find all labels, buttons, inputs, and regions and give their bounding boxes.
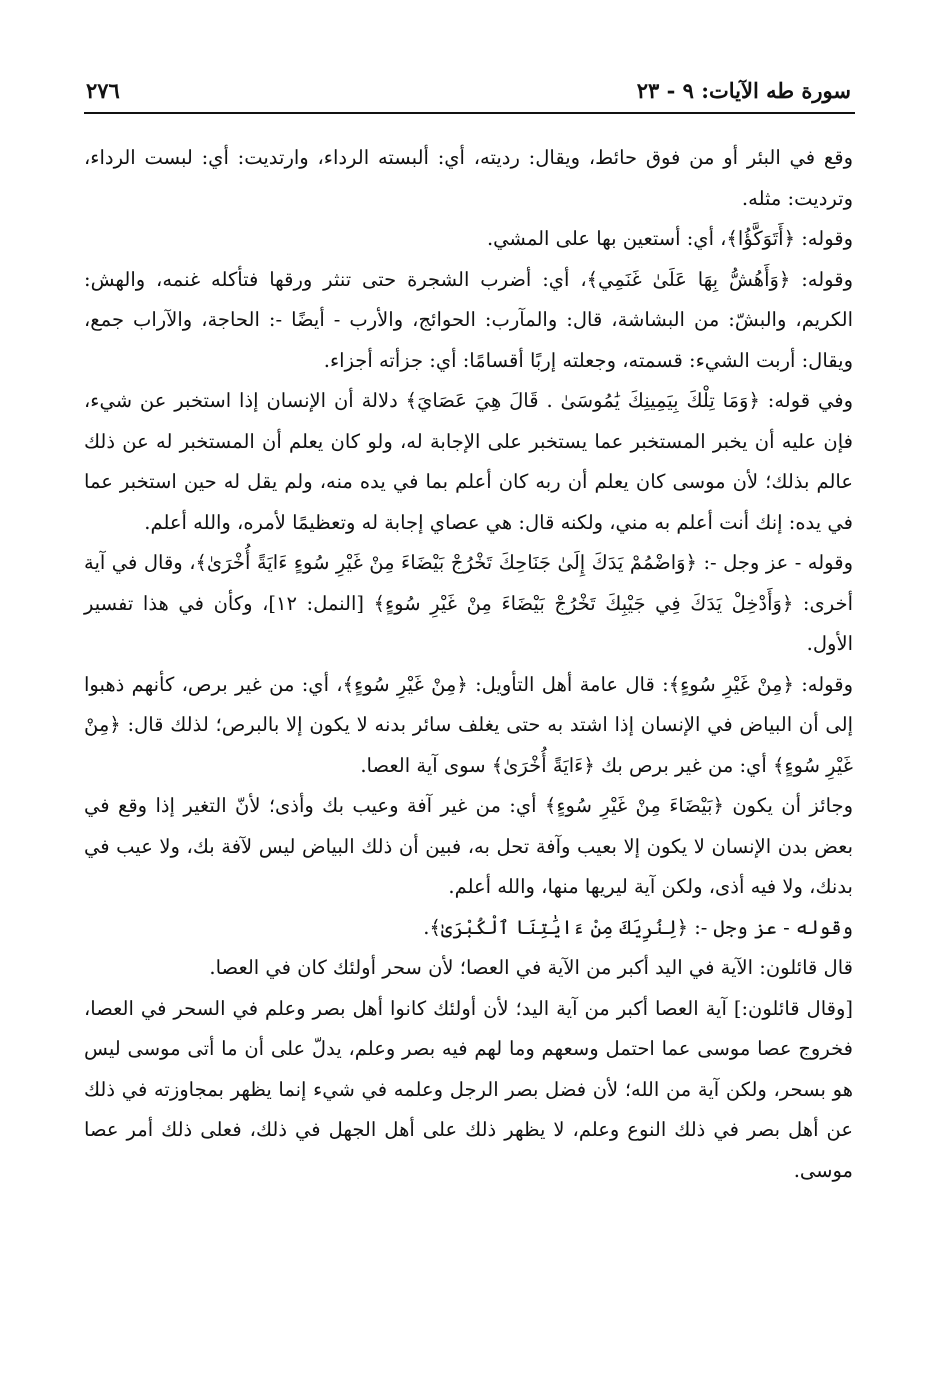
paragraph: قال قائلون: الآية في اليد أكبر من الآية في العصا؛ لأن سحر أولئك كان في العصا. [209,956,853,979]
paragraph: وجائز أن يكون ﴿بَيْضَاءَ مِنْ غَيْرِ سُوءٍ﴾ أي: من غير آفة وعيب بك وأذى؛ لأنّ التغير إذا وقع في بعض بدن الإنسان لا يكون إلا بعيب وآفة تحل به، فبين أن ذلك البياض ليس لآفة بك، ولا عيب في بدنك، ولا فيه أذى، ولكن آية ليريها منها، والله أعلم. [84,794,853,898]
paragraph: وقوله - عز وجل -: ﴿لِنُرِيَكَ مِنْ ءَايَٰتِنَا ٱلْكُبْرَىٰ﴾. [423,915,853,939]
paragraph: وقوله - عز وجل -: ﴿وَاضْمُمْ يَدَكَ إِلَىٰ جَنَاحِكَ تَخْرُجْ بَيْضَاءَ مِنْ غَيْرِ سُوءٍ ءَايَةً أُخْرَىٰ﴾، وقال في آية أخرى: ﴿وَأَدْخِلْ يَدَكَ فِي جَيْبِكَ تَخْرُجْ بَيْضَاءَ مِنْ غَيْرِ سُوءٍ﴾ [النمل: ١٢]، وكأن في هذا تفسير الأول. [84,551,854,655]
header-divider [84,112,855,114]
paragraph: وفي قوله: ﴿وَمَا تِلْكَ بِيَمِينِكَ يَٰمُوسَىٰ . قَالَ هِيَ عَصَايَ﴾ دلالة أن الإنسان إذا استخبر عن شيء، فإن عليه أن يخبر المستخبر عما يستخبر على الإجابة له، ولو كان يعلم أن المستخبر له عن ذلك عالم بذلك؛ لأن موسى كان يعلم أن ربه كان أعلم بما في يده منه، ولم يقل له حين استخبر عما في يده: إنك أنت أعلم به مني، ولكنه قال: هي عصاي إجابة له وتعظيمًا لأمره، والله أعلم. [84,389,853,534]
paragraph: وقوله: ﴿مِنْ غَيْرِ سُوءٍ﴾: قال عامة أهل التأويل: ﴿مِنْ غَيْرِ سُوءٍ﴾، أي: من غير برص، كأنهم ذهبوا إلى أن البياض في الإنسان إذا اشتد به حتى يغلف سائر بدنه لا يكون إلا بالبرص؛ لذلك قال: ﴿مِنْ غَيْرِ سُوءٍ﴾ أي: من غير برص بك ﴿ءَايَةً أُخْرَىٰ﴾ سوى آية العصا. [84,672,853,777]
paragraph: وقع في البئر أو من فوق حائط، ويقال: رديته، أي: ألبسته الرداء، وارتديت: أي: لبست الرداء، وترديت: مثله. [84,146,853,210]
paragraph: وقوله: ﴿وَأَهُشُّ بِهَا عَلَىٰ غَنَمِي﴾، أي: أضرب الشجرة حتى تنثر ورقها فتأكله غنمه، والهش: الكريم، والبشّ: من البشاشة، قال: والمآرب: الحوائج، والأرب - أيضًا -: الحاجة، والآراب جمع، ويقال: أربت الشيء: قسمته، وجعلته إربًا أقسامًا: أي: جزأته أجزاء. [84,267,853,372]
surah-title: سورة طه الآيات: ٩ - ٢٣ [636,77,851,103]
body-text [84,138,853,1191]
paragraph: وقوله: ﴿أَتَوَكَّؤُا﴾، أي: أستعين بها على المشي. [486,227,853,250]
paragraph: [وقال قائلون:] آية العصا أكبر من آية اليد؛ لأن أولئك كانوا أهل بصر وعلم في السحر في العصا، فخروج عصا موسى عما احتمل وسعهم وما لهم فيه بصر وعلم، يدلّ على أن ما أتى موسى ليس هو بسحر، ولكن آية من الله؛ لأن فضل بصر الرجل وعلمه في شيء إنما يظهر بمجاوزته في ذلك عن أهل بصر في ذلك النوع وعلم، لا يظهر ذلك على أهل الجهل في ذلك، فعلى ذلك أمر عصا موسى. [84,996,853,1182]
page-number: ٢٧٦ [86,77,120,103]
page-header [86,68,851,112]
